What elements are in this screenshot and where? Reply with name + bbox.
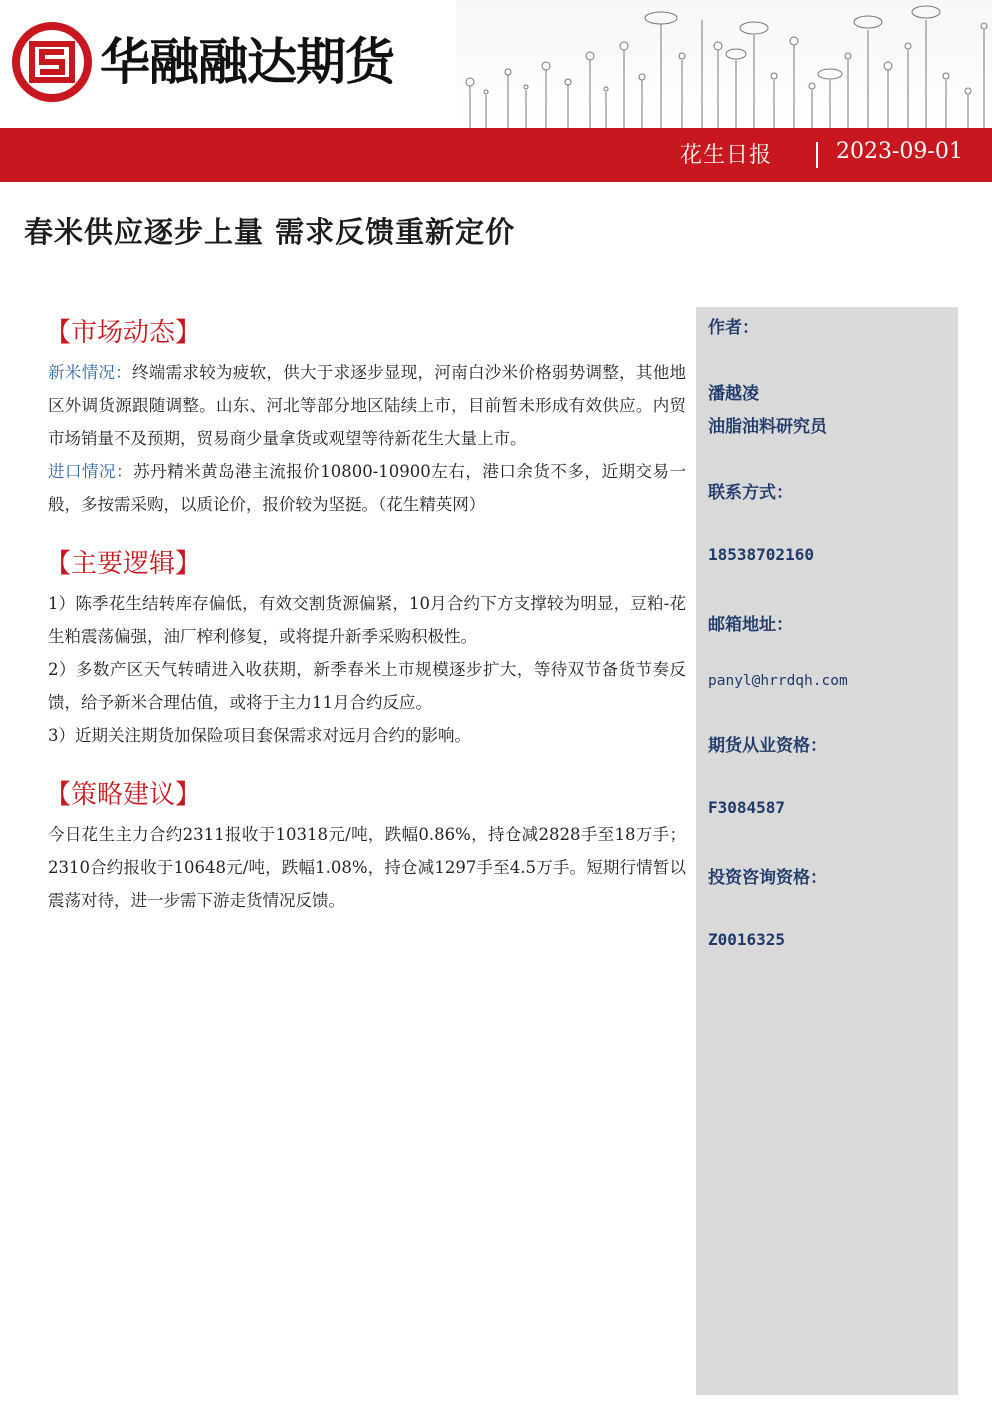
- label-new-crop: 新米情况：: [48, 363, 132, 382]
- futures-qual-label: 期货从业资格：: [708, 736, 827, 756]
- invest-qual-label: 投资咨询资格：: [708, 868, 827, 888]
- label-import: 进口情况：: [48, 462, 134, 481]
- header-decoration: [456, 0, 992, 128]
- text-new-crop: 终端需求较为疲软，供大于求逐步显现，河南白沙米价格弱势调整，其他地区外调货源跟随调整。山东、河北等部分地区陆续上市，目前暂未形成有效供应。内贸市场销量不及预期，贸易商少量拿货或观望等待新花生大量上市。: [48, 363, 687, 448]
- logic-item: 1）陈季花生结转库存偏低，有效交割货源偏紧，10月合约下方支撑较为明显，豆粕-花生粕震荡偏强，油厂榨利修复，或将提升新季采购积极性。: [48, 594, 686, 646]
- email-label: 邮箱地址：: [708, 615, 793, 635]
- report-type: 花生日报: [680, 143, 773, 168]
- logic-item: 3）近期关注期货加保险项目套保需求对远月合约的影响。: [48, 726, 471, 745]
- paragraph-import: [48, 455, 686, 521]
- author-name: 潘越凌: [708, 384, 759, 404]
- report-date: 2023-09-01: [836, 139, 963, 164]
- main-content: [45, 310, 687, 917]
- futures-qual-number: F3084587: [708, 798, 786, 817]
- phone-number: 18538702160: [708, 545, 814, 564]
- divider: [816, 142, 818, 168]
- section-title-market: 【市场动态】: [45, 318, 202, 348]
- paragraph-new-crop: [48, 356, 686, 455]
- sidebar: [696, 307, 958, 1395]
- company-name: 华融融达期货: [100, 33, 394, 91]
- section-title-strategy: 【策略建议】: [45, 780, 202, 810]
- section-title-logic: 【主要逻辑】: [45, 549, 202, 579]
- report-bar: [0, 128, 992, 182]
- headline: 春米供应逐步上量 需求反馈重新定价: [24, 215, 516, 249]
- email-address: panyl@hrrdqh.com: [708, 673, 848, 689]
- author-label: 作者：: [708, 318, 759, 338]
- author-title: 油脂油料研究员: [708, 417, 827, 437]
- text-import: 苏丹精米黄岛港主流报价10800-10900左右，港口余货不多，近期交易一般，多按需采购，以质论价，报价较为坚挺。（花生精英网）: [48, 462, 686, 514]
- company-logo-icon: [12, 22, 92, 102]
- logic-item: 2）多数产区天气转晴进入收获期，新季春米上市规模逐步扩大，等待双节备货节奏反馈，给予新米合理估值，或将于主力11月合约反应。: [48, 660, 686, 712]
- contact-label: 联系方式：: [708, 483, 793, 503]
- strategy-text: 今日花生主力合约2311报收于10318元/吨，跌幅0.86%，持仓减2828手至18万手；2310合约报收于10648元/吨，跌幅1.08%，持仓减1297手至4.5万手。短期行情暂以震荡对待，进一步需下游走货情况反馈。: [48, 825, 686, 910]
- invest-qual-number: Z0016325: [708, 930, 786, 949]
